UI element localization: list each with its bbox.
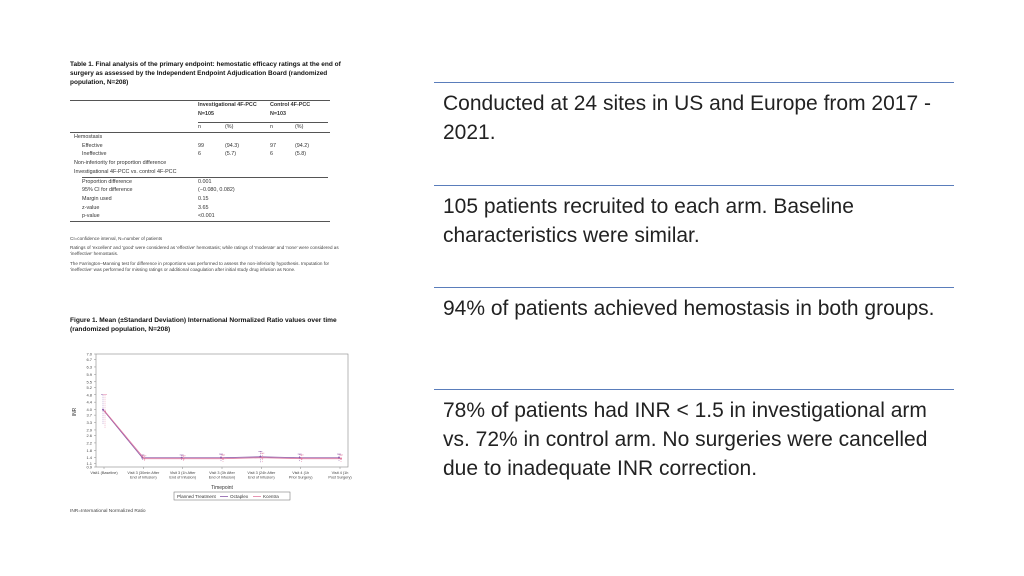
cell: 0.15: [198, 195, 209, 202]
data-point: [183, 458, 185, 460]
row-label: Ineffective: [82, 151, 107, 158]
y-tick-label: 4.8: [86, 392, 92, 398]
row-label: Effective: [82, 142, 103, 149]
col-control-n: N=103: [270, 110, 287, 117]
separator-line: [434, 389, 954, 390]
row-label: 95% CI for difference: [82, 187, 133, 194]
data-point: [102, 409, 104, 411]
table-note: The Farrington–Manning test for difference in proportions was performed to assess the non-inferiority hypothesis. Imputation for 'ineffective' was performed for missing ratings or additional coagulation after initial study drug infusion as None.: [70, 260, 330, 272]
cell: <0.001: [198, 213, 215, 220]
data-point: [222, 458, 224, 460]
x-tick-label: Visit 3 (30min After End of Infusion): [127, 471, 160, 480]
x-tick-label: Visit 3 (3h After End of Infusion): [208, 471, 236, 480]
row-label: p-value: [82, 213, 100, 220]
cell: (94.3): [225, 142, 240, 149]
data-point: [301, 458, 303, 460]
col-control: Control 4F-PCC: [270, 102, 311, 108]
figure-footnote: INR=International Normalized Ratio: [70, 509, 146, 514]
table-title: Table 1. Final analysis of the primary endpoint: hemostatic efficacy ratings at the end of surgery as assessed by the Independent Endpoint Adjudication Board (randomized population, N=208): [70, 61, 341, 86]
y-tick-label: 3.3: [86, 420, 92, 426]
cell: (5.7): [225, 151, 237, 158]
table-note: Ratings of 'excellent' and 'good' were considered as 'effective' hemostasis; while ratings of 'moderate' and 'none' were considered as 'ineffective' hemostasis.: [70, 245, 339, 257]
inr-line-chart: [70, 352, 352, 502]
cell: 6: [198, 151, 201, 158]
row-label: Non-inferiority for proportion difference: [74, 160, 167, 167]
x-tick-label: Visit 4 (1h Prior Surgery): [288, 471, 313, 480]
y-tick-label: 1.4: [86, 455, 92, 461]
legend-kcentra: Kcentra: [263, 494, 279, 499]
point-hemostasis: 94% of patients achieved hemostasis in both groups.: [443, 297, 935, 320]
row-label: Proportion difference: [82, 178, 132, 185]
y-tick-label: 4.0: [86, 407, 92, 413]
y-tick-label: 2.9: [86, 427, 92, 433]
series-line-kcentra: [105, 411, 341, 458]
figure-title: Figure 1. Mean (±Standard Deviation) International Normalized Ratio values over time (randomized population, N=208): [70, 317, 337, 333]
sub-n-1: n: [198, 124, 201, 131]
table-row: [70, 142, 330, 151]
cell: (5.8): [295, 151, 307, 158]
sub-pct-2: (%): [295, 124, 304, 131]
x-tick-label: Visit 3 (24h After End of Infusion): [247, 471, 276, 480]
y-tick-label: 5.2: [86, 384, 92, 390]
row-hemostasis: Hemostasis: [74, 134, 103, 141]
y-tick-label: 7.0: [86, 352, 92, 357]
cell: 99: [198, 142, 204, 149]
y-tick-label: 5.5: [86, 379, 92, 385]
results-table: [70, 100, 330, 222]
table-note: CI=confidence interval, N=number of patients: [70, 236, 163, 241]
separator-line: [434, 185, 954, 186]
y-tick-label: 5.9: [86, 371, 92, 377]
y-axis-label: INR: [72, 407, 78, 417]
table-row: [70, 212, 330, 221]
y-tick-label: 1.8: [86, 447, 92, 453]
y-tick-label: 1.1: [86, 460, 92, 466]
sub-pct-1: (%): [225, 124, 234, 131]
col-investigational-n: N=105: [198, 110, 215, 117]
cell: 6: [270, 151, 273, 158]
cell: (−0.080, 0.082): [198, 187, 235, 194]
point-sites: Conducted at 24 sites in US and Europe from 2017 - 2021.: [443, 92, 931, 144]
data-point: [340, 458, 342, 460]
table-row: [70, 204, 330, 213]
table-row: [70, 133, 330, 142]
table-subheader: [70, 123, 330, 132]
row-label: Investigational 4F-PCC vs. control 4F-PCC: [74, 168, 177, 175]
separator-line: [434, 82, 954, 83]
table-row: [70, 159, 330, 168]
x-tick-label: Visit 4 (1h Post Surgery): [328, 471, 352, 480]
row-label: Margin used: [82, 195, 112, 202]
y-tick-label: 3.7: [86, 412, 92, 418]
cell: 3.65: [198, 204, 209, 211]
legend-title: Planned Treatment: [177, 494, 216, 499]
cell: (94.2): [295, 142, 310, 149]
y-tick-label: 2.2: [86, 440, 92, 446]
table-notes: [70, 236, 350, 273]
data-point: [261, 457, 263, 459]
series-line-octaplex: [103, 410, 339, 458]
x-tick-label: Visit 3 (1h After End of Infusion): [169, 471, 196, 480]
y-tick-label: 6.3: [86, 364, 92, 370]
table-row: [70, 178, 330, 187]
x-axis-label: Timepoint: [211, 485, 233, 491]
data-point: [143, 458, 145, 460]
table-row: [70, 186, 330, 195]
sub-n-2: n: [270, 124, 273, 131]
table-header-row-2: [70, 110, 330, 119]
table-row: [70, 195, 330, 204]
data-point: [104, 410, 106, 412]
y-tick-label: 4.4: [86, 399, 92, 405]
separator-line: [434, 287, 954, 288]
row-label: z-value: [82, 204, 100, 211]
col-investigational: Investigational 4F-PCC: [198, 102, 257, 108]
point-patients: 105 patients recruited to each arm. Baseline characteristics were similar.: [443, 195, 854, 247]
table-row: [70, 168, 330, 177]
cell: 0.001: [198, 178, 212, 185]
cell: 97: [270, 142, 276, 149]
y-tick-label: 0.9: [86, 464, 92, 470]
x-tick-label: Visit1 (Baseline): [90, 471, 118, 475]
y-tick-label: 6.7: [86, 357, 92, 363]
point-inr: 78% of patients had INR < 1.5 in investigational arm vs. 72% in control arm. No surgeries were cancelled due to inadequate INR correction.: [443, 399, 928, 480]
y-tick-label: 2.6: [86, 433, 92, 439]
table-row: [70, 150, 330, 159]
plot-frame: [96, 354, 348, 467]
table-header-row-1: [70, 101, 330, 110]
legend-octaplex: Octaplex: [230, 494, 249, 499]
